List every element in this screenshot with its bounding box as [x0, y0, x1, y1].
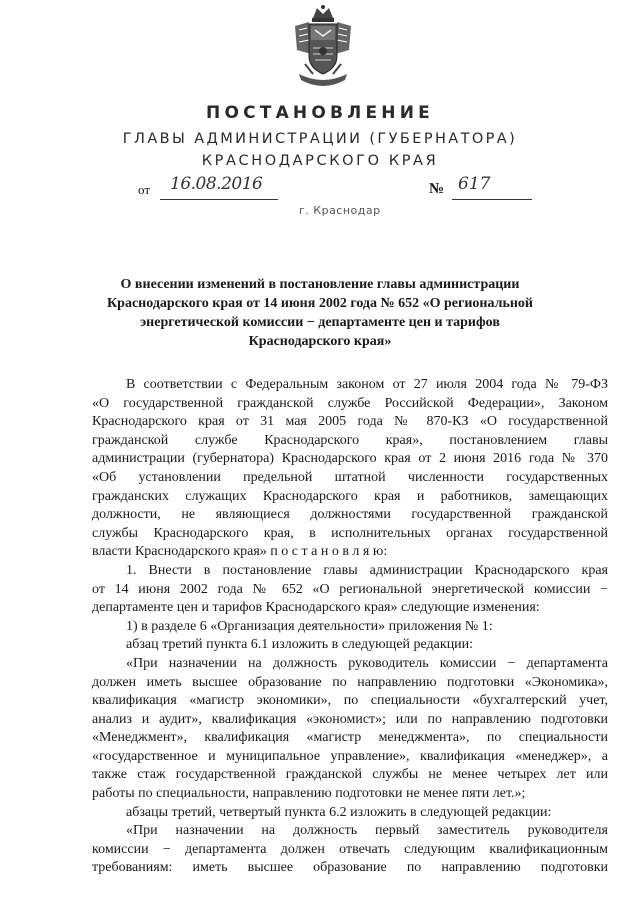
body-text-line: абзац третий пункта 6.1 изложить в следующей редакции:	[126, 637, 474, 653]
body-text-line: «государственное и муниципальное управление», квалификация «менеджер», а	[92, 748, 608, 764]
city-label: г. Краснодар	[299, 204, 381, 217]
body-text-line: также стаж государственной гражданской службы не менее четырех лет или	[92, 767, 608, 783]
body-text-line: гражданской службе Краснодарского края», постановлением главы	[92, 432, 608, 448]
document-type-heading: ПОСТАНОВЛЕНИЕ	[206, 103, 434, 123]
document-body	[92, 376, 608, 878]
body-text-line: квалификация «магистр экономики», по специальности «бухгалтерский учет,	[92, 693, 608, 709]
coat-of-arms-emblem	[291, 4, 355, 92]
body-text-line: департаменте цен и тарифов Краснодарского края» следующие изменения:	[92, 600, 540, 616]
body-text-line: должности, не являющиеся должностями государственной гражданской	[92, 507, 608, 523]
body-text-line: власти Краснодарского края» п о с т а н о в л я ю:	[92, 544, 388, 560]
body-text-line: должен иметь высшее образование по направлению подготовки «Экономика»,	[92, 674, 608, 690]
document-title	[100, 275, 540, 351]
title-line: О внесении изменений в постановление главы администрации	[120, 277, 520, 292]
number-underline	[452, 199, 532, 200]
body-text-line: «Об установлении предельной штатной численности государственных	[92, 469, 608, 485]
body-text-line: «О государственной гражданской службе Российской Федерации», Законом	[92, 395, 608, 411]
date-underline	[160, 199, 278, 200]
body-text-line: 1. Внести в постановление главы администрации Краснодарского края	[126, 562, 608, 578]
issuer-heading-line2: КРАСНОДАРСКОГО КРАЯ	[201, 153, 439, 169]
body-text-line: администрации (губернатора) Краснодарского края от 2 июня 2016 года № 370	[92, 451, 608, 467]
body-text-line: анализ и аудит», квалификация «экономист»; или по направлению подготовки	[92, 711, 608, 727]
body-text-line: 1) в разделе 6 «Организация деятельности» приложения № 1:	[126, 618, 493, 634]
body-text-line: «При назначении на должность руководитель комиссии − департамента	[126, 655, 608, 671]
body-text-line: комиссии − департамента должен отвечать следующим квалификационным	[92, 841, 608, 857]
title-line: Краснодарского края от 14 июня 2002 года № 652 «О региональной	[107, 296, 533, 311]
body-text-line: работы по специальности, направлению подготовки не менее пяти лет.»;	[92, 786, 526, 802]
number-label: №	[429, 181, 445, 197]
body-text-line: «При назначении на должность первый заместитель руководителя	[126, 823, 608, 839]
body-text-line: «Менеджмент», квалификация «магистр менеджмента», по специальности	[92, 730, 608, 746]
body-text-line: требованиям: иметь высшее образование по направлению подготовки	[92, 860, 608, 876]
body-text-line: от 14 июня 2002 года № 652 «О региональной энергетической комиссии −	[92, 581, 608, 597]
issuer-heading-line1: ГЛАВЫ АДМИНИСТРАЦИИ (ГУБЕРНАТОРА)	[122, 131, 518, 147]
handwritten-date: 16.08.2016	[170, 174, 263, 194]
body-text-line: абзацы третий, четвертый пункта 6.2 изложить в следующей редакции:	[126, 804, 552, 820]
body-text-line: Краснодарского края от 31 мая 2005 года № 870-КЗ «О государственной	[92, 414, 608, 430]
title-line: энергетической комиссии − департаменте цен и тарифов	[140, 315, 500, 330]
title-line: Краснодарского края»	[248, 334, 392, 349]
handwritten-number: 617	[458, 174, 491, 194]
body-text-line: В соответствии с Федеральным законом от 27 июля 2004 года № 79-ФЗ	[126, 377, 608, 392]
body-text-line: службы Краснодарского края, в исполнительных органах государственной	[92, 525, 608, 541]
body-text-line: гражданских служащих Краснодарского края и работников, замещающих	[92, 488, 608, 504]
date-label: от	[138, 182, 151, 197]
